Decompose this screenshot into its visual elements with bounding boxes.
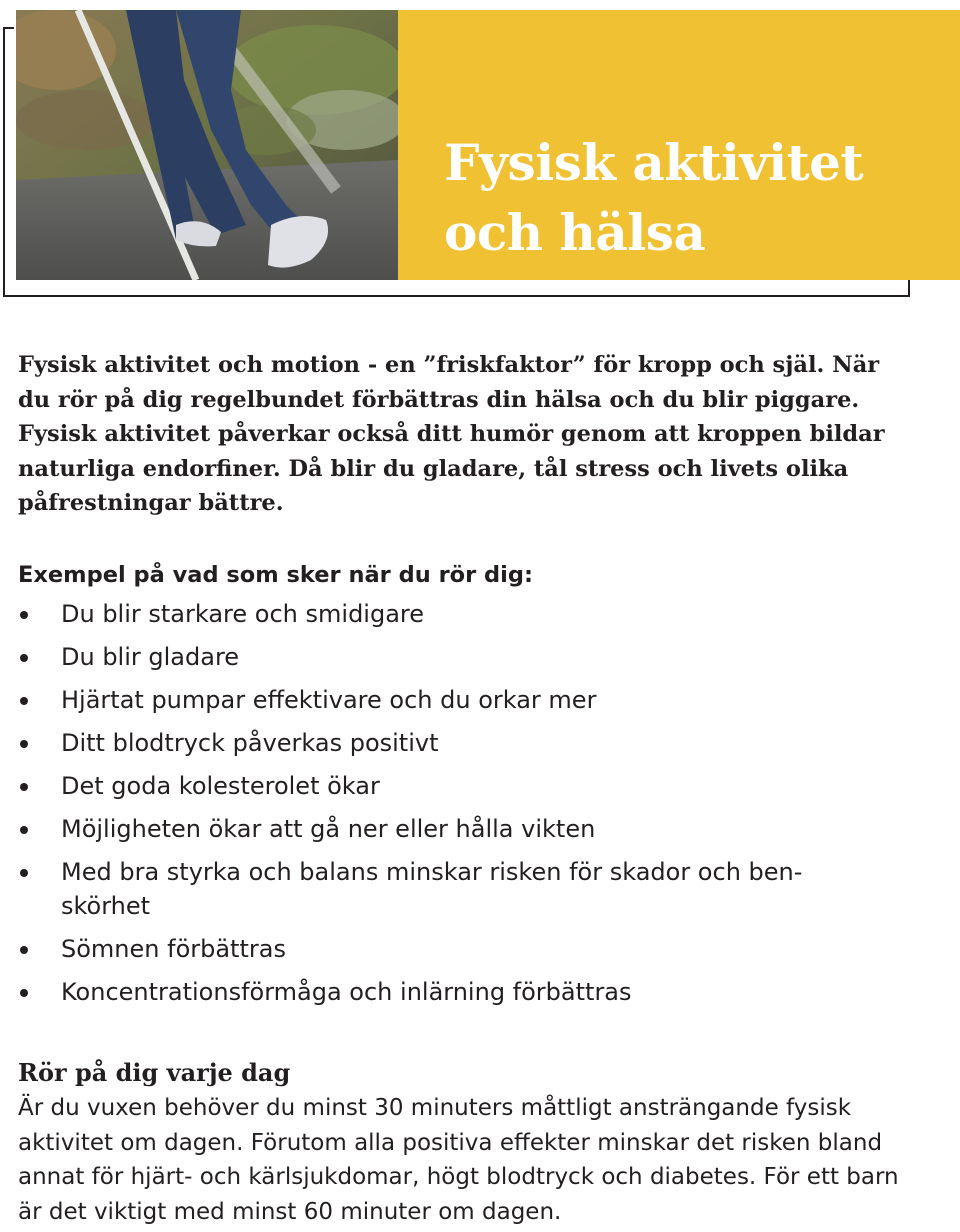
bullet-icon — [20, 826, 28, 834]
list-item-text: Med bra styrka och balans minskar risken för skador och ben-skörhet — [61, 858, 803, 920]
bullet-icon — [20, 697, 28, 705]
list-item-text: Det goda kolesterolet ökar — [61, 772, 380, 800]
list-item-text: Du blir gladare — [61, 643, 240, 671]
list-item-text: Möjligheten ökar att gå ner eller hålla vikten — [61, 815, 596, 843]
examples-heading: Exempel på vad som sker när du rör dig: — [18, 562, 533, 588]
page-title — [444, 128, 863, 268]
walking-photo — [16, 10, 398, 280]
list-item-text: Koncentrationsförmåga och inlärning förbättras — [61, 978, 632, 1006]
list-item — [18, 640, 878, 674]
intro-paragraph: Fysisk aktivitet och motion - en ”friskfaktor” för kropp och själ. När du rör på dig regelbundet förbättras din hälsa och du blir piggare. Fysisk aktivitet påverkar också ditt humör genom att kroppen bildar naturliga endorfiner. Då blir du gladare, tål stress och livets olika påfrestningar bättre. — [18, 352, 885, 516]
title-panel — [398, 10, 960, 280]
list-item — [18, 769, 878, 803]
list-item — [18, 726, 878, 760]
list-item-text: Hjärtat pumpar effektivare och du orkar mer — [61, 686, 597, 714]
bullet-icon — [20, 989, 28, 997]
list-item — [18, 812, 878, 846]
bullet-icon — [20, 869, 28, 877]
list-item — [18, 597, 878, 631]
page-title-line1: Fysisk aktivitet — [444, 133, 864, 192]
bullet-icon — [20, 783, 28, 791]
benefits-list — [18, 597, 878, 1018]
bullet-icon — [20, 946, 28, 954]
bullet-icon — [20, 654, 28, 662]
daily-heading: Rör på dig varje dag — [18, 1058, 291, 1087]
list-item — [18, 932, 878, 966]
list-item — [18, 683, 878, 717]
list-item-text: Ditt blodtryck påverkas positivt — [61, 729, 439, 757]
page-title-line2: och hälsa — [444, 203, 706, 262]
list-item-text: Sömnen förbättras — [61, 935, 286, 963]
daily-paragraph: Är du vuxen behöver du minst 30 minuters måttligt ansträngande fysisk aktivitet om dagen. Förutom alla positiva effekter minskar det risken bland annat för hjärt- och kärlsjukdomar, högt blodtryck och diabetes. För ett barn är det viktigt med minst 60 minuter om dagen. — [18, 1095, 899, 1225]
bullet-icon — [20, 740, 28, 748]
list-item-text: Du blir starkare och smidigare — [61, 600, 425, 628]
list-item — [18, 975, 878, 1009]
list-item — [18, 855, 878, 923]
bullet-icon — [20, 611, 28, 619]
